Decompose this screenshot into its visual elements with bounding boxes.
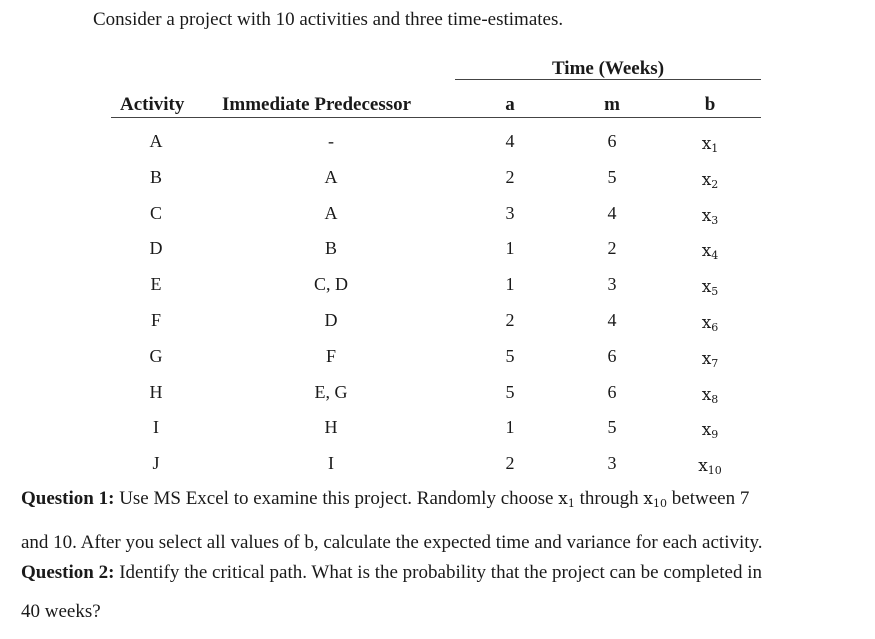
a-cell: 2	[505, 309, 515, 330]
m-cell: 5	[607, 417, 617, 438]
b-cell	[680, 419, 740, 446]
a-cell: 1	[505, 238, 515, 259]
m-cell: 5	[607, 166, 617, 187]
activity-cell: H	[149, 381, 163, 402]
table-row	[0, 309, 875, 345]
intro-text: Consider a project with 10 activities and three time-estimates.	[93, 9, 564, 30]
a-cell: 4	[505, 131, 515, 151]
activity-cell: A	[149, 131, 163, 151]
x10-variable: x	[643, 489, 654, 509]
b-cell	[680, 312, 740, 339]
b-subscript: 6	[711, 320, 719, 334]
activity-cell: C	[149, 202, 162, 223]
activity-cell: J	[152, 453, 160, 474]
a-column-header: a	[505, 94, 515, 115]
b-variable: x	[701, 169, 712, 190]
activity-cell: D	[149, 238, 163, 259]
b-variable: x	[701, 348, 712, 369]
b-subscript: 5	[711, 285, 719, 299]
question-1	[21, 487, 861, 570]
b-cell	[680, 133, 740, 160]
m-cell: 2	[607, 238, 617, 259]
b-variable: x	[701, 312, 712, 333]
table-row	[0, 237, 875, 273]
activity-cell: G	[149, 345, 163, 366]
activity-cell: B	[149, 166, 162, 187]
a-cell: 5	[505, 345, 515, 366]
b-subscript: 4	[711, 249, 719, 263]
m-cell: 6	[607, 131, 617, 151]
x1-subscript: 1	[567, 497, 575, 510]
m-cell: 3	[607, 453, 617, 474]
a-cell: 5	[505, 381, 515, 402]
question-1-text-c: between 7	[667, 488, 750, 509]
table-row	[0, 452, 875, 488]
question-2	[21, 561, 861, 639]
b-cell	[680, 240, 740, 267]
table-row	[0, 166, 875, 202]
activity-column-header: Activity	[120, 94, 185, 115]
b-subscript: 3	[711, 213, 719, 227]
b-variable: x	[701, 384, 712, 405]
m-column-header: m	[604, 94, 620, 115]
a-cell: 2	[505, 453, 515, 474]
predecessor-cell: D	[324, 309, 338, 330]
predecessor-column-header: Immediate Predecessor	[222, 94, 412, 115]
predecessor-cell: B	[324, 238, 337, 259]
m-cell: 3	[607, 274, 617, 295]
table-row	[0, 202, 875, 238]
table-row	[0, 130, 875, 166]
question-1-lead: Question 1:	[21, 488, 115, 509]
predecessor-cell: I	[328, 453, 334, 474]
b-cell	[680, 348, 740, 375]
predecessor-cell: -	[328, 131, 334, 151]
b-subscript: 10	[707, 464, 722, 478]
b-variable: x	[701, 241, 712, 262]
activity-table-body	[0, 130, 875, 488]
b-subscript: 8	[711, 392, 719, 406]
predecessor-cell: A	[324, 202, 338, 223]
b-variable: x	[698, 456, 708, 477]
m-cell: 6	[607, 381, 617, 402]
b-subscript: 7	[711, 356, 719, 370]
question-2-line-2: 40 weeks?	[21, 601, 101, 622]
x10-subscript: 10	[653, 497, 668, 510]
a-cell: 1	[505, 417, 515, 438]
question-1-text-a: Use MS Excel to examine this project. Randomly choose	[114, 488, 559, 509]
b-variable: x	[701, 277, 712, 298]
question-2-lead: Question 2:	[21, 562, 115, 583]
b-subscript: 9	[711, 428, 719, 442]
b-subscript: 1	[711, 142, 719, 155]
question-1-line-1	[21, 487, 861, 516]
predecessor-cell: A	[324, 166, 338, 187]
b-variable: x	[701, 134, 712, 154]
header-rule	[111, 117, 761, 118]
b-column-header: b	[704, 94, 716, 115]
table-row	[0, 273, 875, 309]
table-row	[0, 345, 875, 381]
x1-symbol	[558, 489, 575, 509]
activity-cell: F	[150, 309, 161, 330]
time-weeks-header: Time (Weeks)	[551, 58, 665, 79]
a-cell: 2	[505, 166, 515, 187]
b-cell	[680, 205, 740, 232]
table-row	[0, 416, 875, 452]
b-subscript: 2	[711, 177, 719, 191]
m-cell: 4	[607, 202, 617, 223]
a-cell: 3	[505, 202, 515, 223]
predecessor-cell: H	[324, 417, 338, 438]
b-variable: x	[701, 205, 712, 226]
table-row	[0, 381, 875, 417]
predecessor-cell: C, D	[313, 274, 348, 295]
predecessor-cell: F	[325, 345, 336, 366]
question-2-line-1	[21, 561, 861, 585]
x1-variable: x	[558, 489, 568, 509]
x10-symbol	[643, 489, 667, 509]
b-variable: x	[701, 420, 712, 441]
b-cell	[680, 276, 740, 303]
question-1-text-b: through	[574, 488, 644, 509]
b-cell	[680, 384, 740, 411]
predecessor-cell: E, G	[314, 381, 348, 402]
activity-cell: E	[150, 274, 162, 295]
question-1-line-2: and 10. After you select all values of b, calculate the expected time and variance for each activity.	[21, 532, 763, 553]
question-2-text: Identify the critical path. What is the probability that the project can be completed in	[114, 562, 762, 583]
b-cell	[680, 169, 740, 196]
time-header-underline	[455, 79, 761, 80]
b-cell	[680, 455, 740, 482]
activity-cell: I	[153, 417, 159, 438]
a-cell: 1	[505, 274, 515, 295]
m-cell: 4	[607, 309, 617, 330]
m-cell: 6	[607, 345, 617, 366]
